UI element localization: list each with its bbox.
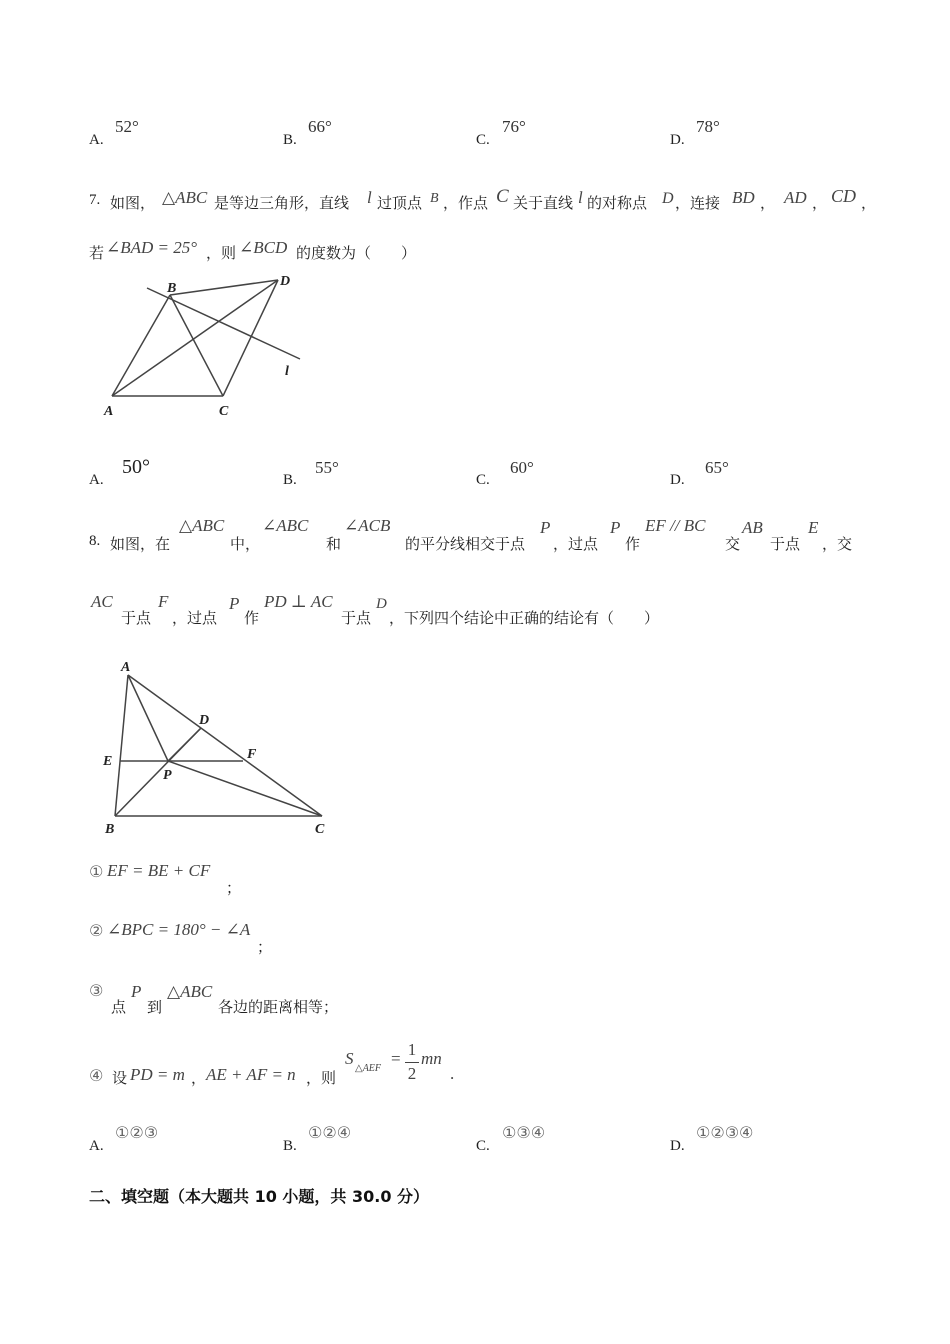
q8-s2-end: ；: [257, 938, 273, 956]
q7-math-ad: AD: [784, 188, 807, 207]
q8-s4-number: ④: [89, 1066, 104, 1085]
q7-line-l: [147, 288, 300, 359]
q8-label-c: C: [315, 822, 325, 837]
q8-math-angabc: ∠ABC: [262, 516, 309, 535]
q7-option-d-label: D.: [670, 472, 685, 488]
q7-option-d-value: 65°: [705, 458, 729, 477]
q7-text: 的对称点: [587, 194, 648, 212]
q7-seg-cd: [223, 280, 278, 396]
q7-number: 7.: [89, 192, 101, 208]
q7-text: 关于直线: [513, 194, 574, 212]
q8-s4-text: ，: [191, 1069, 207, 1087]
q8-s4-frac-denominator: 2: [407, 1064, 417, 1083]
q8-label-d: D: [199, 713, 210, 728]
q8-s4-text: ，则: [306, 1069, 337, 1087]
q8-text: 如图，在: [110, 535, 171, 553]
q8-s3-text: 点: [111, 998, 127, 1016]
q8-label-f: F: [247, 747, 257, 762]
q8-label-a: A: [121, 660, 131, 675]
q8-option-b-label: B.: [283, 1138, 297, 1154]
q7-math-l2: l: [578, 188, 583, 207]
q7-text: ，: [760, 194, 776, 212]
q8-math-p: P: [540, 518, 551, 537]
q8-s4-s: S: [345, 1049, 354, 1068]
q8-seg-ap: [128, 675, 168, 761]
q7-option-b-value: 55°: [315, 458, 339, 477]
q7-option-c-label: C.: [476, 472, 490, 488]
q8-text: ，下列四个结论中正确的结论有（ ）: [389, 609, 660, 627]
q7-math-bcd: ∠BCD: [239, 238, 288, 257]
q7-math-d: D: [662, 190, 674, 207]
q8-s3-number: ③: [89, 981, 104, 1000]
q6-option-b-label: B.: [283, 132, 297, 148]
q8-seg-ac: [128, 675, 322, 816]
q8-text: 作: [244, 609, 260, 627]
q7-option-a-label: A.: [89, 472, 104, 488]
q8-s3-p: P: [131, 982, 142, 1001]
q8-text: 作: [625, 535, 641, 553]
q7-math-triangle: △ABC: [162, 188, 208, 207]
q8-text: 于点: [121, 609, 152, 627]
q7-text: 过顶点: [377, 194, 423, 212]
q8-s2-math: ∠BPC = 180° − ∠A: [107, 920, 251, 939]
q7-text: ，则: [206, 244, 237, 262]
q8-option-c-value: ①③④: [502, 1123, 546, 1142]
q8-math-p2: P: [610, 518, 621, 537]
q8-s1-number: ①: [89, 862, 104, 881]
q8-math-pdac: PD ⊥ AC: [264, 592, 333, 611]
q8-s3-text: 各边的距离相等；: [218, 998, 339, 1016]
q6-option-c-value: 76°: [502, 117, 526, 136]
q8-s3-text: 到: [147, 998, 163, 1016]
q7-math-bd: BD: [732, 188, 755, 207]
q8-seg-ab: [115, 675, 128, 816]
q8-text: 于点: [341, 609, 372, 627]
q8-math-ab: AB: [742, 518, 763, 537]
q7-text: ，作点: [443, 194, 489, 212]
q8-s4-end: .: [450, 1064, 455, 1083]
q8-math-f: F: [158, 592, 169, 611]
q8-text: 的平分线相交于点: [405, 535, 526, 553]
q8-s4-pd: PD = m: [130, 1065, 185, 1084]
q8-s2-number: ②: [89, 921, 104, 940]
q8-option-a-label: A.: [89, 1138, 104, 1154]
q7-option-b-label: B.: [283, 472, 297, 488]
q8-option-a-value: ①②③: [115, 1123, 159, 1142]
q8-math-e: E: [808, 518, 819, 537]
q8-s3-triangle: △ABC: [167, 982, 213, 1001]
q8-number: 8.: [89, 533, 101, 549]
q8-seg-pc: [168, 761, 322, 816]
q8-text: 于点: [770, 535, 801, 553]
q7-seg-bd: [170, 280, 278, 295]
q7-text: 若: [89, 244, 105, 262]
q7-text: 如图，: [110, 194, 156, 212]
q8-option-d-label: D.: [670, 1138, 685, 1154]
q8-s1-end: ；: [226, 879, 242, 897]
q6-option-d-label: D.: [670, 132, 685, 148]
q6-option-a-value: 52°: [115, 117, 139, 136]
q8-s4-mn: mn: [421, 1049, 442, 1068]
q7-text: ，: [861, 194, 877, 212]
q8-text: 和: [326, 535, 342, 553]
q7-text: ，: [812, 194, 828, 212]
q7-label-d: D: [280, 274, 291, 289]
q7-text: 是等边三角形，直线: [214, 194, 350, 212]
q7-math-l: l: [367, 188, 372, 207]
q8-s4-ae: AE + AF = n: [206, 1065, 296, 1084]
q6-option-c-label: C.: [476, 132, 490, 148]
q8-figure: [95, 655, 340, 840]
q7-math-cd: CD: [831, 186, 857, 206]
q6-option-a-label: A.: [89, 132, 104, 148]
q7-option-a-value: 50°: [122, 456, 150, 478]
q7-label-b: B: [167, 281, 177, 296]
q7-text: 的度数为（ ）: [296, 244, 417, 262]
q8-text: ，过点: [172, 609, 218, 627]
q8-option-c-label: C.: [476, 1138, 490, 1154]
q8-s4-eq: =: [391, 1049, 401, 1068]
q7-label-l: l: [285, 364, 289, 379]
q7-math-c: C: [496, 186, 509, 207]
q7-label-c: C: [219, 404, 229, 419]
q8-math-efbc: EF // BC: [645, 516, 706, 535]
q6-option-d-value: 78°: [696, 117, 720, 136]
q7-option-c-value: 60°: [510, 458, 534, 477]
q8-s1-math: EF = BE + CF: [107, 861, 211, 880]
q7-math-b: B: [430, 191, 439, 206]
q7-figure: [95, 265, 315, 425]
q8-text: ，交: [822, 535, 853, 553]
q6-option-b-value: 66°: [308, 117, 332, 136]
q7-math-bad: ∠BAD = 25°: [106, 238, 198, 257]
q8-s4-frac-numerator: 1: [407, 1040, 417, 1059]
q8-math-ac: AC: [91, 592, 113, 611]
q8-math-angacb: ∠ACB: [344, 516, 391, 535]
q7-text: ，连接: [675, 194, 721, 212]
q8-label-p: P: [163, 768, 172, 783]
q8-math-d: D: [376, 596, 387, 612]
q8-text: 交: [725, 535, 741, 553]
q8-label-e: E: [103, 754, 113, 769]
q8-option-b-value: ①②④: [308, 1123, 352, 1142]
section-2-title: 二、填空题（本大题共 10 小题，共 30.0 分）: [89, 1187, 430, 1206]
q8-s4-frac-bar: [405, 1062, 419, 1063]
q8-text: 中，: [230, 535, 261, 553]
q7-label-a: A: [104, 404, 114, 419]
q8-option-d-value: ①②③④: [696, 1123, 754, 1142]
q8-math-p3: P: [229, 594, 240, 613]
q8-seg-pd: [168, 728, 201, 761]
q8-s4-s-subscript: △AEF: [355, 1063, 382, 1074]
q8-label-b: B: [105, 822, 115, 837]
q7-seg-ab: [112, 295, 170, 396]
q8-text: ，过点: [553, 535, 599, 553]
q8-math-triangle: △ABC: [179, 516, 225, 535]
q8-s4-text: 设: [112, 1069, 128, 1087]
